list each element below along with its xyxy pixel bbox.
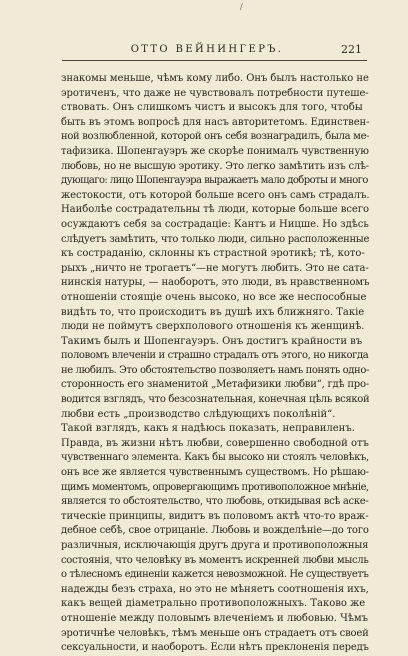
text-line: любовь, но не высшую эротику. Это легко замѣтить изъ слѣ- (61, 160, 369, 172)
text-line: сторонность его знаменитой „Метафизики любви“, гдѣ про- (61, 379, 369, 391)
text-line: Такой взглядъ, какъ я надѣюсь показать, неправиленъ. (61, 423, 355, 435)
text-line: различныя, исключающія другъ друга и противоположныя (61, 540, 369, 551)
text-line: къ состраданію, склонны къ страстной эротикѣ; тѣ, кото- (61, 248, 365, 260)
text-line: осуждаютъ себя за сострадаціе: Кантъ и Ницше. Но здѣсь (61, 218, 369, 230)
text-line: водится взглядъ, что безсознательная, конечная цѣль всякой (61, 394, 369, 406)
text-line: отношеніе между половымъ влеченіемъ и любовью. Чѣмъ (61, 612, 369, 624)
text-line: жестокости, отъ которой больше всего онъ самъ страдалъ. (61, 189, 369, 201)
text-line: дующаго: лицо Шопенгауэра выражаетъ мало доброты и много (61, 175, 368, 187)
margin-tick-mark: / (240, 2, 243, 11)
header-rule (62, 60, 367, 61)
text-line: любви есть „производство слѣдующихъ поколѣній“. (61, 408, 336, 420)
text-line: слѣдуетъ замѣтить, что только люди, сильно расположенные (61, 233, 369, 245)
text-line: Такимъ былъ и Шопенгауэръ. Онъ достигъ крайности въ (61, 335, 363, 347)
text-line: Правда, въ жизни нѣтъ любви, совершенно свободной отъ (61, 437, 369, 449)
text-line: ствовать. Онъ слишкомъ чистъ и высокъ для того, чтобы (61, 102, 363, 114)
text-line: быть въ этомъ вопросѣ для насъ авторитетомъ. Единствен- (61, 116, 369, 128)
text-line: надежды безъ страха, но это не мѣняетъ соотношенія ихъ, (61, 583, 369, 595)
text-line: люди не поймутъ сверхполового отношенія къ женщинѣ. (61, 321, 365, 333)
text-line: нинскія натуры, — наоборотъ, это люди, въ нравственномъ (61, 277, 369, 289)
text-line: рыхъ „ничто не трогаетъ“—не могутъ любить. Это не сата- (61, 262, 369, 274)
text-line: какъ вещей діаметрально противоположныхъ. Таково же (61, 598, 366, 610)
text-line: чувственнаго элемента. Какъ бы высоко ни стоялъ человѣкъ, (61, 452, 369, 464)
text-line: отношеніи стоящіе очень высоко, но все же неспособные (61, 291, 367, 303)
text-line: тическіе принципы, видитъ въ половомъ актѣ что-то враж- (61, 510, 369, 522)
text-line: о тѣлесномъ единеніи кажется невозможной. Не существуетъ (61, 569, 369, 581)
text-line: знакомы меньше, чѣмъ кому либо. Онъ былъ настолько не (61, 73, 369, 84)
text-line: не любилъ. Это обстоятельство позволяетъ намъ понять одно- (61, 364, 369, 376)
text-line: дебное себѣ, свое отрицаніе. Любовь и вожделѣніе—до того (61, 525, 369, 537)
text-line: тафизика. Шопенгауэръ же скорѣе понималъ чувственную (61, 145, 369, 157)
page-number: 221 (341, 43, 362, 56)
text-line: щимъ моментомъ, опровергающимъ противоположное мнѣніе, (61, 481, 369, 493)
text-line: сексуальности, и наоборотъ. Если нѣтъ преклоненія передъ (61, 642, 369, 654)
text-line: эротиченъ, что даже не чувствовалъ потребности путеше- (61, 87, 369, 99)
text-line: ной возлюбленной, которой онъ себя вознаградилъ, была ме- (61, 131, 369, 143)
text-line: эротичнѣе человѣкъ, тѣмъ меньше онъ страдаетъ отъ своей (61, 627, 369, 639)
body-text (61, 72, 369, 656)
running-header: ОТТО ВЕЙНИНГЕРЪ. (130, 44, 284, 55)
text-line: онъ все же является чувственнымъ существомъ. Но рѣшаю- (61, 467, 369, 479)
text-line: состоянія, что человѣку въ моментъ искренней любви мысль (61, 554, 369, 566)
text-line: видѣть то, что происходитъ въ душѣ ихъ ближняго. Такіе (61, 306, 365, 318)
text-line: Наиболѣе сострадательны тѣ люди, которые больше всего (61, 204, 369, 216)
text-line: половомъ влеченіи и страшно страдалъ отъ этого, но никогда (61, 350, 369, 362)
text-line: является то обстоятельство, что любовь, откидывая всѣ аске- (61, 496, 369, 508)
